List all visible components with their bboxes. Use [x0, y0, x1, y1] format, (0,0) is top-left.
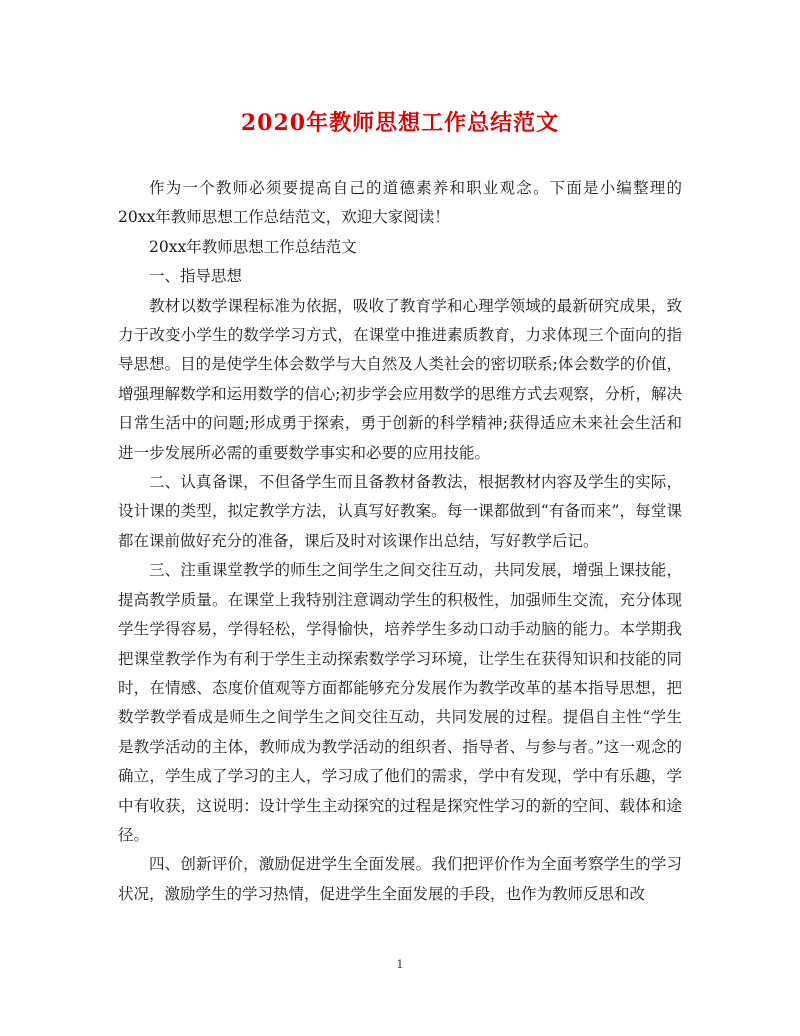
document-title: 2020年教师思想工作总结范文	[240, 110, 560, 136]
paragraph-classroom-interaction: 三、注重课堂教学的师生之间学生之间交往互动，共同发展，增强上课技能，提高教学质量。在课堂上我特别注意调动学生的积极性，加强师生交流，充分体现学生学得容易，学得轻松，学得愉快，培养学生多动口动手动脑的能力。本学期我把课堂教学作为有利于学生主动探索数学学习环境，让学生在获得知识和技能的同时，在情感、态度价值观等方面都能够充分发展作为教学改革的基本指导思想，把数学教学看成是师生之间学生之间交往互动，共同发展的过程。提倡自主性“学生是教学活动的主体，教师成为教学活动的组织者、指导者、与参与者。”这一观念的确立，学生成了学习的主人，学习成了他们的需求，学中有发现，学中有乐趣，学中有收获，这说明：设计学生主动探究的过程是探究性学习的新的空间、载体和途径。	[118, 561, 682, 844]
subtitle-paragraph: 20xx年教师思想工作总结范文	[149, 237, 357, 256]
document-body	[118, 174, 682, 909]
section-heading-guiding-thought: 一、指导思想	[149, 267, 243, 286]
page-number: 1	[396, 958, 404, 971]
paragraph-lesson-preparation: 二、认真备课，不但备学生而且备教材备教法，根据教材内容及学生的实际，设计课的类型，拟定教学方法，认真写好教案。每一课都做到“有备而来”，每堂课都在课前做好充分的准备，课后及时对该课作出总结，写好教学后记。	[118, 473, 682, 550]
paragraph-guiding-thought: 教材以数学课程标准为依据，吸收了教育学和心理学领域的最新研究成果，致力于改变小学生的数学学习方式，在课堂中推进素质教育，力求体现三个面向的指导思想。目的是使学生体会数学与大自然及人类社会的密切联系;体会数学的价值，增强理解数学和运用数学的信心;初步学会应用数学的思维方式去观察，分析，解决日常生活中的问题;形成勇于探索，勇于创新的科学精神;获得适应未来社会生活和进一步发展所必需的重要数学事实和必要的应用技能。	[118, 296, 682, 462]
paragraph-innovative-evaluation: 四、创新评价，激励促进学生全面发展。我们把评价作为全面考察学生的学习状况，激励学生的学习热情，促进学生全面发展的手段，也作为教师反思和改	[118, 855, 682, 903]
intro-paragraph: 作为一个教师必须要提高自己的道德素养和职业观念。下面是小编整理的20xx年教师思想工作总结范文，欢迎大家阅读！	[118, 179, 682, 227]
